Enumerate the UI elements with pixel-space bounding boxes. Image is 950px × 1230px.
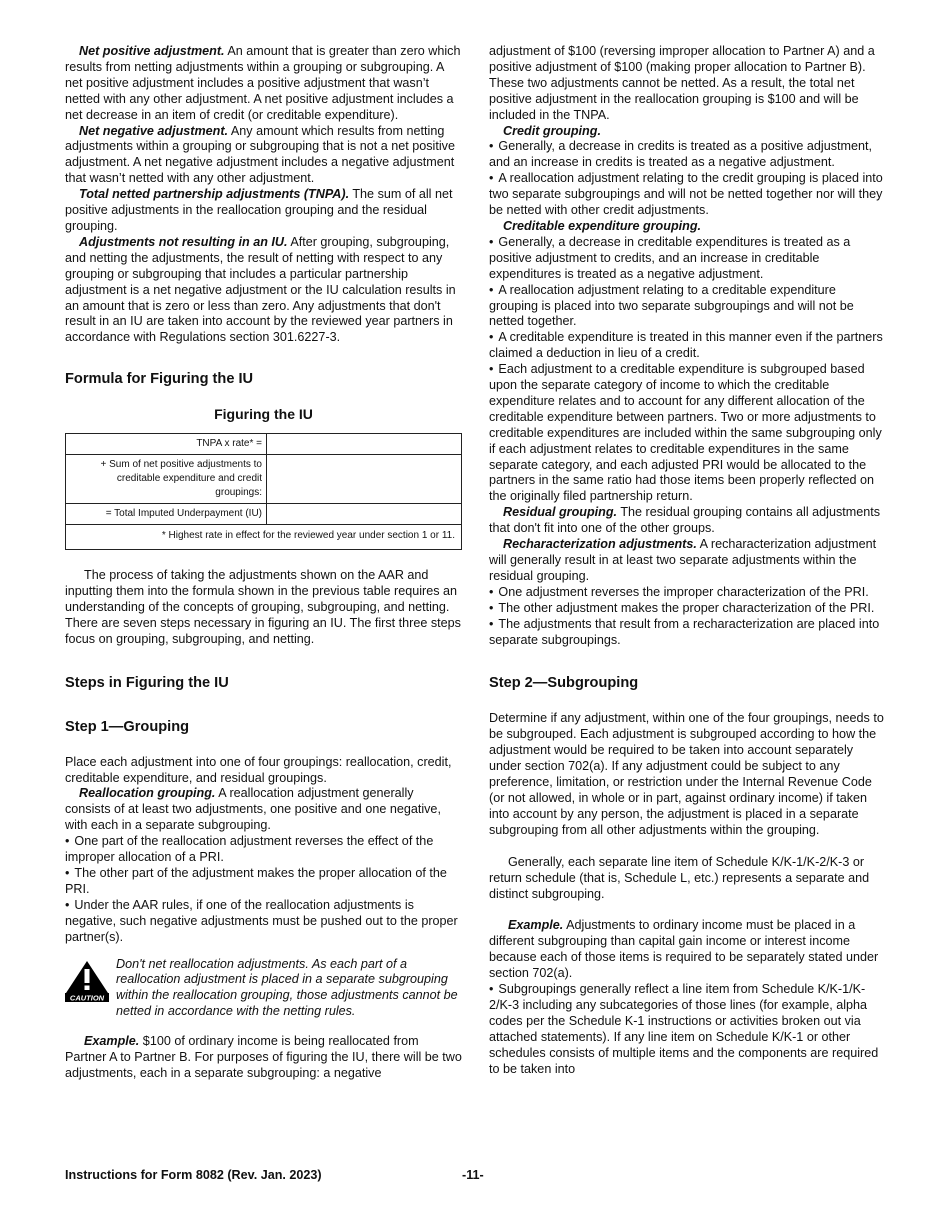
para-text: A recharacterization adjustment will generally result in at least two separate adjustments within the residual grouping. [489, 537, 877, 583]
para-text: $100 of ordinary income is being reallocated from Partner A to Partner B. For purposes of figuring the IU, there will be two adjustments, each in a separate subgrouping: a negative [65, 1034, 462, 1080]
table-cell-value [267, 434, 462, 455]
generally-para: Generally, each separate line item of Schedule K/K-1/K-2/K-3 or return schedule (that is, Schedule L, etc.) represents a separate and distinct subgrouping. [489, 854, 870, 901]
para-text: After grouping, subgrouping, and netting the adjustments, the result of netting with respect to any grouping or subgrouping that includes a particular partnership adjustment is a net negative adjustment or the IU calculation results in an amount that is zero or less than zero. Any adjustments that don't result in an IU are taken into account by the reviewed year partners in accordance with Regulations section 301.6227-3. [65, 234, 456, 345]
reallocation-para [65, 786, 462, 834]
term-heading: Recharacterization adjustments. [503, 537, 697, 552]
caution-text: Don't net reallocation adjustments. As each part of a reallocation adjustment is placed in a separate subgrouping within the reallocation grouping, those adjustments cannot be netted in accordance with the netting rules. [116, 956, 458, 1019]
term-heading: Net negative adjustment. [79, 123, 229, 138]
para-text: Any amount which results from netting adjustments within a grouping or subgrouping that is not a net positive adjustment. A net negative adjustment includes a negative adjustment that wasn’t netted with any other adjustment. [65, 123, 455, 186]
step1-heading: Step 1—Grouping [65, 718, 190, 735]
term-heading: Adjustments not resulting in an IU. [79, 234, 288, 249]
para-text: The sum of all net positive adjustments in the reallocation grouping and the residual grouping. [65, 187, 453, 233]
term-heading: Total netted partnership adjustments (TNPA). [79, 187, 350, 202]
caution-note [65, 957, 462, 1021]
table-cell-value [267, 504, 462, 525]
step2-heading: Step 2—Subgrouping [489, 675, 639, 692]
credit-grouping-heading: Credit grouping. [503, 123, 601, 138]
list-item: • One adjustment reverses the improper characterization of the PRI. [489, 585, 884, 601]
place-para: Place each adjustment into one of four groupings: reallocation, credit, creditable expenditure, and residual groupings. [65, 754, 452, 785]
table-row [66, 525, 462, 550]
list-item: • A reallocation adjustment relating to the credit grouping is placed into two separate subgroupings and will not be netted together nor will they be netted with other credit adjustments. [489, 171, 884, 219]
table-row [66, 434, 462, 455]
net-positive-adjustment-para [65, 44, 462, 124]
list-item: • Each adjustment to a creditable expenditure is subgrouped based upon the separate category of income to which the creditable expenditure relates and to account for any different allocation of the creditable expenditure between partners. Two or more adjustments to creditable expenditures are included within the same subgrouping only if each adjustment relates to creditable expenditures in the same separate category, and each adjusted PRI would be allocated to the partners in the same ratio had those items been properly reflected on the originally filed partnership return. [489, 362, 884, 505]
tnpa-para [65, 187, 462, 235]
example-para [65, 1034, 462, 1082]
term-heading: Net positive adjustment. [79, 44, 225, 58]
formula-heading: Formula for Figuring the IU [65, 371, 254, 388]
list-item: • A reallocation adjustment relating to a creditable expenditure grouping is placed into two separate subgroupings and will not be netted together. [489, 283, 884, 331]
steps-heading: Steps in Figuring the IU [65, 674, 229, 691]
list-item: • Generally, a decrease in credits is treated as a positive adjustment, and an increase in credits is treated as a negative adjustment. [489, 139, 884, 171]
footer-form-title: Instructions for Form 8082 (Rev. Jan. 2023) [65, 1168, 322, 1182]
residual-grouping-para [489, 505, 884, 537]
left-column [65, 44, 462, 1082]
process-para: The process of taking the adjustments shown on the AAR and inputting them into the formula shown in the previous table requires an understanding of the concepts of grouping, subgrouping, and netting. There are seven steps necessary in figuring an IU. The first three steps focus on grouping, subgrouping, and netting. [65, 568, 461, 646]
list-item: • The other adjustment makes the proper characterization of the PRI. [489, 601, 884, 617]
net-negative-adjustment-para [65, 124, 462, 188]
list-item: • One part of the reallocation adjustment reverses the effect of the improper allocation of a PRI. [65, 834, 462, 866]
para-text: An amount that is greater than zero which results from netting adjustments within a grouping or subgrouping. A net positive adjustment includes a positive adjustment that wasn’t netted with any other adjustment. A net positive adjustment includes a net decrease in an item of credit (or creditable expenditure). [65, 44, 461, 122]
table-cell-label: = Total Imputed Underpayment (IU) [66, 504, 267, 525]
para-text: A reallocation adjustment generally consists of at least two adjustments, one positive and one negative, with each in a separate subgrouping. [65, 786, 441, 833]
table-cell-value [267, 455, 462, 504]
adjustments-not-iu-para [65, 235, 462, 346]
list-item: • The adjustments that result from a recharacterization are placed into separate subgroupings. [489, 617, 884, 649]
list-item: • Under the AAR rules, if one of the reallocation adjustments is negative, such negative adjustments must be pushed out to the proper partner(s). [65, 898, 462, 946]
table-row [66, 455, 462, 504]
table-row [66, 504, 462, 525]
list-item: • Subgroupings generally reflect a line item from Schedule K/K-1/K-2/K-3 including any subcategories of those lines (for example, alpha codes per the Schedule K-1 instructions or activities broken out via attached statements). If any line item on Schedule K/K-1 or other schedules consists of multiple items and the components are required to be taken into [489, 982, 884, 1077]
right-column [489, 44, 884, 1077]
table-cell-label: TNPA x rate* = [66, 434, 267, 455]
example2-para [489, 918, 884, 982]
table-footnote: * Highest rate in effect for the reviewed year under section 1 or 11. [66, 525, 462, 550]
list-item: • The other part of the adjustment makes the proper allocation of the PRI. [65, 866, 462, 898]
term-heading: Residual grouping. [503, 505, 618, 520]
footer-page-number: -11- [462, 1168, 484, 1182]
para-text: Adjustments to ordinary income must be placed in a different subgrouping than capital gain income or interest income because each of those items is required to be separately stated under section 702(a). [489, 918, 879, 981]
figuring-iu-table [65, 433, 462, 550]
list-item: • Generally, a decrease in creditable expenditures is treated as a positive adjustment to credits, and an increase in creditable expenditures is treated as a negative adjustment. [489, 235, 884, 283]
list-item: • A creditable expenditure is treated in this manner even if the partners claimed a deduction in lieu of a credit. [489, 330, 884, 362]
term-heading: Example. [84, 1034, 140, 1049]
caution-label: CAUTION [69, 993, 105, 1002]
continuation-para: adjustment of $100 (reversing improper allocation to Partner A) and a positive adjustment of $100 (making proper allocation to Partner B). These two adjustments cannot be netted. As a result, the total net positive adjustment in the reallocation grouping is $100 and will be included in the TNPA. [489, 44, 875, 122]
determine-para: Determine if any adjustment, within one of the four groupings, needs to be subgrouped. Each adjustment is subgrouped according to how the adjustment would be required to be taken into account separately under section 702(a). If any adjustment could be subject to any preference, limitation, or restriction under the Internal Revenue Code (or not allowed, in whole or in part, against ordinary income) if taken into account by any person, the adjustment is placed in a separate subgrouping from all other adjustments within the grouping. [489, 711, 884, 837]
recharacterization-para [489, 537, 884, 585]
table-caption: Figuring the IU [214, 406, 313, 423]
term-heading: Example. [508, 918, 564, 933]
para-text: The residual grouping contains all adjustments that don't fit into one of the other groups. [489, 505, 881, 536]
creditable-expenditure-heading: Creditable expenditure grouping. [503, 218, 702, 233]
caution-icon [65, 960, 109, 1002]
table-cell-label: + Sum of net positive adjustments to creditable expenditure and credit groupings: [66, 455, 267, 504]
term-heading: Reallocation grouping. [79, 786, 216, 801]
